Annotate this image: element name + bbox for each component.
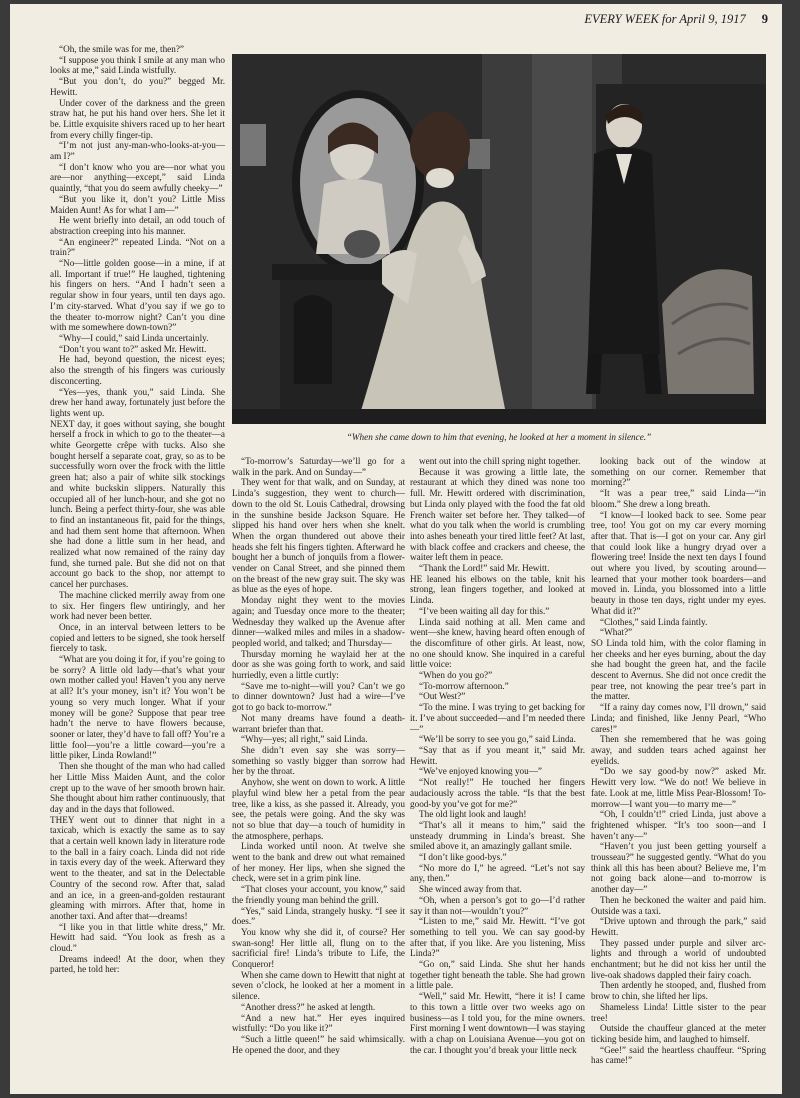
text-column-1 <box>50 44 225 1084</box>
wall-picture-right <box>468 139 490 169</box>
paragraph: “Another dress?” he asked at length. <box>241 1001 376 1012</box>
magazine-page <box>10 4 782 1094</box>
paragraph: “Clothes,” said Linda faintly. <box>600 616 708 627</box>
paragraph: “What are you doing it for, if you’re going to be sorry? A little old lady—that’s what your own mother called you! Haven’t you any nerve at all? It’s your money, isn’t it? You won’t be young so very much longer. What if your money will be gone? Suppose that pear tree hadn’t the nerve to have flowers because, sooner or later, they’d have to fall off? You’re a little fool—you’re a little coward—you’re a little piker, Linda Rowland!” <box>50 654 225 761</box>
paragraph: “And a new hat.” Her eyes inquired wistfully: “Do you like it?” <box>232 1012 405 1034</box>
paragraph: “Oh, when a person’s got to go—I’d rather say it than not—wouldn’t you?” <box>410 894 585 916</box>
paragraph: “But you don’t, do you?” begged Mr. Hewitt. <box>50 76 225 97</box>
wall-picture-left <box>240 124 266 166</box>
paragraph: “Not really!” He touched her fingers audaciously across the table. “Is that the best good-by you’ve got for me?” <box>410 777 585 809</box>
paragraph: “Thank the Lord!” said Mr. Hewitt. <box>419 563 550 574</box>
paragraph: Not many dreams have found a death-warrant briefer than that. <box>232 712 405 734</box>
paragraph: Monday night they went to the movies again; and Tuesday once more to the theater; Wednesday they walked up the Avenue after dinner—walked miles and miles in a shadow-peopled world, and talked; and Thursday— <box>232 595 405 648</box>
paragraph: Because it was growing a little late, the restaurant at which they dined was none too full. Mr. Hewitt ordered with discrimination, but Linda only played with the food the fat old French waiter set before her. They talked—of what do you talk when the world is crumbling into ashes beneath your tired little feet? At last, with black coffee and crackers and cheese, the waiter left them in peace. <box>410 466 585 563</box>
paragraph: “I’m not just any-man-who-looks-at-you—am I?” <box>50 140 225 162</box>
paragraph: “Why—yes; all right,” said Linda. <box>241 734 368 745</box>
paragraph: looking back out of the window at something on our corner. Remember that morning?” <box>591 456 766 488</box>
paragraph: SO Linda told him, with the color flaming in her cheeks and her eyes burning, about the day she had bought the green hat, and the facile descent to Avernus. She did not once credit the pear tree, not knowing the pear tree’s part in the matter. <box>591 637 766 702</box>
paragraph: “Oh, the smile was for me, then?” <box>59 44 185 54</box>
paragraph: “Save me to-night—will you? Can’t we go to dinner downtown? Just had a wire—I’ve got to go back to-morrow.” <box>232 680 405 713</box>
paragraph: When she came down to Hewitt that night at seven o’clock, he looked at her a moment in silence. <box>232 969 405 1002</box>
paragraph: “Do we say good-by now?” asked Mr. Hewitt very low. “We do not! We believe in fate. Look at me, little Miss Pear-Blossom! To-morrow—I want you—to marry me—” <box>591 766 766 809</box>
paragraph: “To-morrow afternoon.” <box>419 680 509 691</box>
paragraph: The old light look and laugh! <box>419 809 527 820</box>
paragraph: “Such a little queen!” he said whimsically. He opened the door, and they <box>232 1033 405 1055</box>
paragraph: “I like you in that little white dress,” Mr. Hewitt had said. “You look as fresh as a cloud.” <box>50 921 225 954</box>
paragraph: “Out West?” <box>419 691 466 702</box>
paragraph: Anyhow, she went on down to work. A little playful wind blew her a petal from the pear tree, like a kiss, as she passed it. Already, you see, the petals were going. And the sky was not so blue that day—a touch of humidity in the atmosphere, perhaps. <box>232 777 405 841</box>
paragraph: “Say that as if you meant it,” said Mr. Hewitt. <box>410 744 585 766</box>
paragraph: “It was a pear tree,” said Linda—“in bloom.” She drew a long breath. <box>591 488 766 509</box>
paragraph: “Gee!” said the heartless chauffeur. “Spring has came!” <box>591 1044 766 1066</box>
paragraph: “Yes—yes, thank you,” said Linda. She drew her hand away, fortunately just before the lights went up. <box>50 386 225 418</box>
paragraph: “I don’t know who you are—nor what you are—nor anything—except,” said Linda quaintly, “that you do seem awfully cheeky—” <box>50 161 225 194</box>
paragraph: “Listen to me,” said Mr. Hewitt. “I’ve got something to tell you. We can say good-by after that, if you like. Are you listening, Miss Linda?” <box>410 916 585 959</box>
paragraph: Outside the chauffeur glanced at the meter ticking beside him, and laughed to himself. <box>591 1023 766 1044</box>
paragraph: “To-morrow’s Saturday—we’ll go for a walk in the park. And on Sunday—” <box>232 456 405 477</box>
paragraph: THEY went out to dinner that night in a taxicab, which is exactly the same as to say that a certain well known lady in literature rode to the ball in a fairy coach. Linda did not ride in taxis every day of the week. Afterward they went to the theater, and sat in the Delectable Country of the second row. After that, salad and an ice, in a green-and-golden restaurant gleaming with mirrors. After that, home in another taxi. And after that—dreams! <box>50 814 225 921</box>
paragraph: “We’ll be sorry to see you go,” said Linda. <box>419 734 576 745</box>
paragraph: “What?” <box>600 627 633 638</box>
paragraph: “Why—I could,” said Linda uncertainly. <box>59 332 209 343</box>
paragraph: Then he beckoned the waiter and paid him. Outside was a taxi. <box>591 894 766 916</box>
paragraph: “An engineer?” repeated Linda. “Not on a train?” <box>50 236 225 258</box>
paragraph: He went briefly into detail, an odd touch of abstraction creeping into his manner. <box>50 215 225 236</box>
paragraph: Then ardently he stooped, and, flushed from brow to chin, she lifted her lips. <box>591 980 766 1002</box>
paragraph: “But you like it, don’t you? Little Miss Maiden Aunt! As for what I am—” <box>50 193 225 215</box>
paragraph: “Haven’t you just been getting yourself a trousseau?” he suggested gently. “What do you think all this has been about? Believe me, I’m not going back alone—and to-morrow is another day—” <box>591 841 766 895</box>
vase <box>344 230 380 258</box>
paragraph: “Go on,” said Linda. She shut her hands together tight beneath the table. She had grown a little pale. <box>410 959 585 991</box>
paragraph: Then she remembered that he was going away, and sudden tears ached against her eyelids. <box>591 734 766 766</box>
paragraph: Once, in an interval between letters to be copied and letters to be signed, she took herself fiercely to task. <box>50 621 225 654</box>
paragraph: “We’ve enjoyed knowing you—” <box>419 766 542 777</box>
paragraph: They went for that walk, and on Sunday, at Linda’s suggestion, they went to church—down to the old St. Louis Cathedral, drowsing in the sunshine beside Jackson Square. He slipped his hand over hers when she knelt. When the organ thundered out above their heads she felt his fingers tighten. Afterward he bought her a bunch of jonquils from a flower-vender on Canal Street, and she pinned them on the breast of the new gray suit. The sky was as blue as the eyes of hope. <box>232 477 405 595</box>
paragraph: She didn’t even say she was sorry—something so vastly bigger than sorrow had her by the throat. <box>232 744 405 777</box>
paragraph: Thursday morning he waylaid her at the door as she was going forth to work, and said hurriedly, even a little curtly: <box>232 648 405 681</box>
paragraph: Linda worked until noon. At twelve she went to the bank and drew out what remained of her money. Her lips, when she signed the check, were set in a grim pink line. <box>232 841 405 884</box>
paragraph: Then she thought of the man who had called her Little Miss Maiden Aunt, and the color crept up to the wave of her smooth brown hair. She thought about him rather continuously, that day and in the days that followed. <box>50 761 225 814</box>
paragraph: “Yes,” said Linda, strangely husky. “I see it does.” <box>232 905 405 927</box>
paragraph: “That closes your account, you know,” said the friendly young man behind the grill. <box>232 884 405 905</box>
paragraph: “Drive uptown and through the park,” said Hewitt. <box>591 916 766 937</box>
paragraph: She winced away from that. <box>419 884 522 895</box>
paragraph: went out into the chill spring night together. <box>419 456 581 466</box>
paragraph: They passed under purple and silver arc-lights and through a world of undoubted enchantment; but he did not kiss her until the live-oak shadows dappled their fairy coach. <box>591 937 766 980</box>
paragraph: “That’s all it means to him,” said the unsteady drumming in Linda’s breast. She smiled above it, an amazingly gallant smile. <box>410 819 585 852</box>
text-column-3 <box>410 456 585 1084</box>
page-number: 9 <box>761 12 768 26</box>
paragraph: NEXT day, it goes without saying, she bought herself a frock in which to go to the theater—a white Georgette crêpe with tucks. Also she bought herself a separate coat, gray, so as to be successfully worn over the frock with the little green hat; also a pair of white silk stockings and white buckskin slippers. Naturally this occupied all of her lunch-hour, and she got no lunch. Being a perfect thirty-four, she was able to find an instantaneous fit, paid for the things, and had them sent home that afternoon. When she had done a little sum in her head, and realized what now remained of the rainy day fund, she turned pale. But she did not on that account go back to the shop, nor attempt to cancel her purchases. <box>50 418 225 590</box>
paragraph: Under cover of the darkness and the green straw hat, he put his hand over hers. She let it be. Little exquisite shivers raced up to her heart from every chilly finger-tip. <box>50 97 225 140</box>
paragraph: “I’ve been waiting all day for this.” <box>419 605 550 616</box>
paragraph: Linda said nothing at all. Men came and went—she knew, having heard often enough of the discomfiture of other girls. At least, now, no one should know. She inquired in a careful little voice: <box>410 616 585 670</box>
paragraph: “Don’t you want to?” asked Mr. Hewitt. <box>59 343 207 354</box>
text-column-2 <box>232 456 405 1084</box>
page-header <box>584 12 768 27</box>
paragraph: The machine clicked merrily away from one to six. Her fingers flew untiringly, and her work had never been better. <box>50 589 225 622</box>
paragraph: “I know—I looked back to see. Some pear tree, too! You got on my car every morning after that. That is—I got on your car. Any girl that could look like a hungry dryad over a flowering tree! Inside the next ten days I found out where you lived, by scouting around—learned that your mother took boarders—and moved in. Linda, you blossomed into a little beauty in those ten days, right under my eyes. What did it?” <box>591 509 766 616</box>
paragraph: “I don’t like good-bys.” <box>419 852 507 863</box>
text-column-4 <box>591 456 766 1084</box>
paragraph: “To the mine. I was trying to get backing for it. I’ve about succeeded—and I’m needed there—” <box>410 702 585 734</box>
illustration <box>232 54 766 424</box>
paragraph: “When do you go?” <box>419 670 493 681</box>
paragraph: “Oh, I couldn’t!” cried Linda, just above a frightened whisper. “It’s too soon—and I haven’t any—” <box>591 809 766 841</box>
paragraph: “Well,” said Mr. Hewitt, “here it is! I came to this town a little over two weeks ago on business—as I told you, for the mine owners. First morning I went downtown—I was staying with a chap on Louisiana Avenue—you got on the car. I thought you’d break your little neck <box>410 991 585 1055</box>
paragraph: You know why she did it, of course? Her swan-song! Her little all, flung on to the sacrificial fire! Linda’s tribute to Life, the Conqueror! <box>232 926 405 970</box>
paragraph: He had, beyond question, the nicest eyes; also the strength of his fingers was curiously disconcerting. <box>50 354 225 386</box>
paragraph: “No—little golden goose—in a mine, if at all. Important if true!” He laughed, tightening his fingers on hers. “And I hadn’t seen a regular show in four years, until ten days ago. I’m city-starved. What d’you say if we go to the theater to-morrow night? Can’t you dine with me somewhere down-town?” <box>50 258 225 333</box>
paragraph: “If a rainy day comes now, I’ll drown,” said Linda; and finished, like Jenny Pearl, “Who cares!” <box>591 702 766 734</box>
paragraph: “No more do I,” he agreed. “Let’s not say any, then.” <box>410 862 585 884</box>
paragraph: HE leaned his elbows on the table, knit his strong, lean fingers together, and looked at Linda. <box>410 573 585 606</box>
paragraph: Shameless Linda! Little sister to the pear tree! <box>591 1001 766 1023</box>
paragraph: “I suppose you think I smile at any man who looks at me,” said Linda wistfully. <box>50 54 225 76</box>
issue-title: EVERY WEEK for April 9, 1917 <box>584 12 746 26</box>
paragraph: Dreams indeed! At the door, when they parted, he told her: <box>50 953 225 975</box>
illustration-drawing <box>232 54 766 424</box>
illustration-caption: “When she came down to him that evening, he looked at her a moment in silence.” <box>346 432 652 442</box>
